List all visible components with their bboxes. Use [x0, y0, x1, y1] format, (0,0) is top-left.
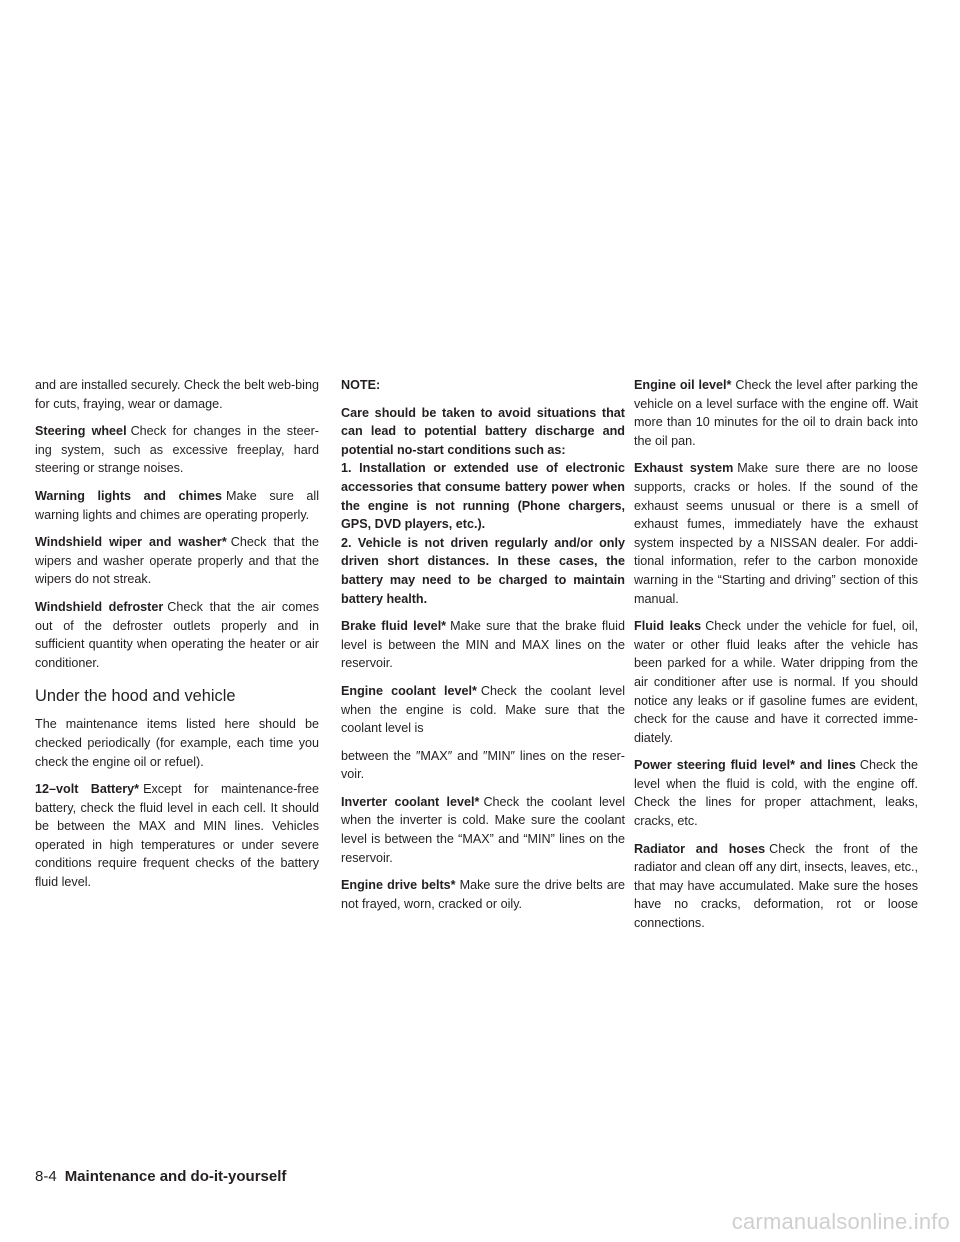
note-item-2: 2. Vehicle is not driven regularly and/or only driven short distances. In these cases, the battery may need to be charged to maintain battery health.: [341, 535, 625, 606]
item-title: Inverter coolant level*: [341, 794, 480, 809]
item-text: Check for changes in the steer-ing system, such as excessive freeplay, hard steering or strange noises.: [35, 424, 319, 476]
item-text: Check that the wipers and washer operate properly and that the wipers do not streak.: [35, 535, 319, 587]
item-engine-oil: [634, 376, 918, 450]
item-title: Steering wheel: [35, 424, 127, 439]
item-text: Check that the air comes out of the defroster outlets properly and in sufficient quantity when operating the heater or air conditioner.: [35, 599, 320, 670]
item-steering-wheel: [35, 422, 319, 478]
item-title: Engine coolant level*: [341, 683, 477, 698]
intro-paragraph: and are installed securely. Check the belt web-bing for cuts, fraying, wear or damage.: [35, 378, 319, 411]
item-inverter-coolant: [341, 793, 625, 867]
item-power-steering: [634, 756, 918, 830]
item-engine-coolant: [341, 682, 625, 738]
item-brake-fluid: [341, 617, 625, 673]
item-title: Windshield wiper and washer*: [35, 535, 227, 550]
item-text: Except for maintenance-free battery, check the fluid level in each cell. It should be between the MAX and MIN lines. Vehicles operated in high temperatures or under severe conditions require frequent checks of the battery fluid level.: [35, 782, 319, 890]
item-battery: [35, 780, 319, 892]
item-text: Check the level when the fluid is cold, with the engine off. Check the lines for proper attachment, leaks, cracks, etc.: [634, 758, 918, 829]
column-right: [634, 376, 918, 942]
item-title: Fluid leaks: [634, 619, 702, 634]
item-text: Make sure the drive belts are not frayed, worn, cracked or oily.: [341, 878, 626, 911]
item-title: Exhaust system: [634, 461, 734, 476]
page-number: 8-4: [35, 1168, 57, 1185]
note-label: NOTE:: [341, 378, 381, 392]
item-title: Power steering fluid level* and lines: [634, 758, 856, 773]
item-title: Radiator and hoses: [634, 841, 766, 856]
page-footer: [35, 1167, 286, 1187]
item-fluid-leaks: [634, 617, 918, 747]
item-wiper-washer: [35, 533, 319, 589]
coolant-continued: between the ″MAX″ and ″MIN″ lines on the reser-voir.: [341, 748, 625, 782]
item-text: Make sure there are no loose supports, cracks or holes. If the sound of the exhaust seems unusual or there is a smell of exhaust fumes, immediately have the exhaust system inspected by a NISSAN dealer. For addi-tional information, refer to the carbon monoxide warning in the “Starting and driving” section of this manual.: [634, 461, 918, 606]
section-intro: The maintenance items listed here should be checked periodically (for example, each time you check the engine oil or refuel).: [35, 717, 319, 769]
item-text: Check the coolant level when the inverter is cold. Make sure the coolant level is between the “MAX” and “MIN” lines on the reservoir.: [341, 794, 625, 865]
item-text: Check the coolant level when the engine is cold. Make sure that the coolant level is: [341, 683, 625, 736]
section-heading: Under the hood and vehicle: [35, 687, 236, 706]
item-title: Warning lights and chimes: [35, 488, 222, 503]
column-middle: [341, 376, 625, 922]
item-text: Check the level after parking the vehicle on a level surface with the engine off. Wait more than 10 minutes for the oil to drain back into the oil pan.: [634, 378, 918, 448]
footer-section-title: Maintenance and do-it-yourself: [64, 1168, 287, 1185]
item-defroster: [35, 598, 319, 672]
item-title: 12–volt Battery*: [35, 782, 140, 797]
item-text: Make sure all warning lights and chimes are operating properly.: [35, 488, 319, 522]
item-title: Engine drive belts*: [341, 878, 456, 893]
item-title: Brake fluid level*: [341, 619, 447, 634]
note-item-1: 1. Installation or extended use of electronic accessories that consume battery power when the engine is not running (Phone chargers, GPS, DVD players, etc.).: [341, 461, 625, 532]
item-drive-belts: [341, 876, 625, 913]
item-title: Engine oil level*: [634, 378, 732, 392]
item-text: Check the front of the radiator and clean off any dirt, insects, leaves, etc., that may have accumulated. Make sure the hoses have no cracks, deformation, rot or loose connections.: [634, 841, 918, 931]
item-text: Check under the vehicle for fuel, oil, water or other fluid leaks after the vehicle has been parked for a while. Water dripping from the air conditioner after use is normal. If you should notice any leaks or if gasoline fumes are evident, check for the cause and have it corrected imme-diately.: [634, 619, 919, 745]
item-warning-lights: [35, 487, 319, 524]
watermark: carmanualsonline.info: [731, 1209, 950, 1234]
item-exhaust: [634, 459, 918, 608]
item-text: Make sure that the brake fluid level is between the MIN and MAX lines on the reservoir.: [341, 619, 625, 671]
note-text: Care should be taken to avoid situations that can lead to potential battery discharge and potential no-start conditions such as:: [341, 405, 625, 457]
column-left: [35, 376, 319, 901]
item-title: Windshield defroster: [35, 599, 164, 614]
item-radiator: [634, 840, 918, 933]
